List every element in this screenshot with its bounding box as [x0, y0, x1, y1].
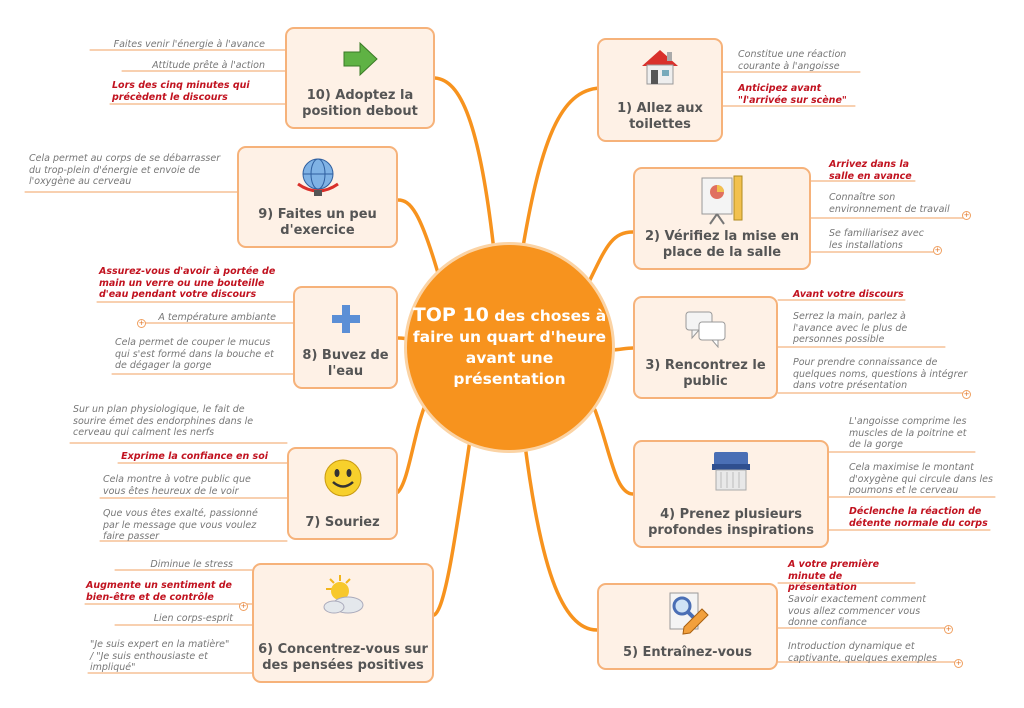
- expand-icon[interactable]: +: [240, 602, 247, 610]
- presentation-board-icon: [696, 174, 748, 226]
- house-icon: [639, 46, 681, 88]
- note-2-3: Se familiarisez avec les installations: [829, 228, 924, 251]
- note-2-2: Connaître son environnement de travail: [829, 192, 950, 215]
- note-1-1: Constitue une réaction courante à l'angoisse: [738, 49, 847, 72]
- central-topic[interactable]: [407, 245, 612, 450]
- note-1-2: Anticipez avant "l'arrivée sur scène": [738, 83, 847, 106]
- topic-9[interactable]: [237, 146, 398, 248]
- topic-10[interactable]: [285, 27, 435, 129]
- note-6-3: Lien corps-esprit: [153, 613, 233, 624]
- note-8-1: Assurez-vous d'avoir à portée de main un verre ou une bouteille d'eau pendant votre discours: [99, 266, 276, 300]
- central-topic-title-big: TOP 10: [412, 304, 489, 326]
- note-5-3: Introduction dynamique et captivante, quelques exemples: [788, 641, 937, 664]
- plus-icon: [329, 302, 363, 336]
- note-3-1: Avant votre discours: [793, 289, 904, 300]
- note-10-3: Lors des cinq minutes qui précèdent le discours: [112, 80, 250, 103]
- note-6-1: Diminue le stress: [150, 559, 233, 570]
- branch-line: [398, 200, 440, 280]
- note-5-1: A votre première minute de présentation: [788, 559, 880, 593]
- note-8-3: Cela permet de couper le mucus qui s'est formé dans la bouche et de dégager la gorge: [115, 337, 274, 371]
- note-7-4: Que vous êtes exalté, passionné par le message que vous voulez faire passer: [103, 508, 258, 542]
- branch-line: [398, 395, 430, 492]
- topic-1[interactable]: [597, 38, 723, 142]
- topic-4[interactable]: [633, 440, 829, 548]
- note-6-4: "Je suis expert en la matière" / "Je suis enthousiaste et impliqué": [90, 639, 230, 673]
- sun-cloud-icon: [318, 573, 368, 617]
- magnifier-pencil-icon: [666, 591, 710, 635]
- branch-line: [525, 445, 597, 630]
- topic-7-title: 7) Souriez: [305, 515, 380, 530]
- topic-6-title: 6) Concentrez-vous sur des pensées positives: [258, 642, 428, 673]
- topic-8-title: 8) Buvez de l'eau: [302, 348, 389, 379]
- note-7-2: Exprime la confiance en soi: [121, 451, 268, 462]
- branch-line: [520, 88, 600, 265]
- note-8-2: A température ambiante: [158, 312, 276, 323]
- note-9-1: Cela permet au corps de se débarrasser du trop-plein d'énergie et envoie de l'oxygène au cerveau: [29, 153, 221, 187]
- expand-icon[interactable]: +: [138, 319, 145, 327]
- expand-icon[interactable]: +: [955, 659, 962, 667]
- branch-line: [585, 232, 633, 290]
- note-6-2: Augmente un sentiment de bien-être et de contrôle: [86, 580, 233, 603]
- note-3-2: Serrez la main, parlez à l'avance avec le plus de personnes possible: [793, 311, 908, 345]
- shredder-icon: [708, 448, 754, 494]
- topic-8[interactable]: [293, 286, 398, 389]
- note-10-2: Attitude prête à l'action: [152, 60, 265, 71]
- central-topic-title-rest: des choses à faire un quart d'heure avant une présentation: [412, 307, 607, 388]
- expand-icon[interactable]: +: [963, 390, 970, 398]
- globe-network-icon: [294, 154, 342, 200]
- topic-5[interactable]: [597, 583, 778, 670]
- note-3-3: Pour prendre connaissance de quelques noms, questions à intégrer dans votre présentation: [793, 357, 968, 391]
- topic-3-title: 3) Rencontrez le public: [645, 358, 766, 389]
- note-5-2: Savoir exactement comment vous allez commencer vous donne confiance: [788, 594, 926, 628]
- note-7-3: Cela montre à votre public que vous êtes heureux de le voir: [103, 474, 251, 497]
- note-4-2: Cela maximise le montant d'oxygène qui circule dans les poumons et le cerveau: [849, 462, 993, 496]
- branch-line: [435, 78, 495, 260]
- branch-line: [610, 348, 633, 350]
- note-4-3: Déclenche la réaction de détente normale du corps: [849, 506, 988, 529]
- note-4-1: L'angoisse comprime les muscles de la poitrine et de la gorge: [849, 416, 967, 450]
- topic-6[interactable]: [252, 563, 434, 683]
- expand-icon[interactable]: +: [963, 211, 970, 219]
- note-2-1: Arrivez dans la salle en avance: [829, 159, 912, 182]
- topic-5-title: 5) Entraînez-vous: [623, 645, 752, 660]
- topic-7[interactable]: [287, 447, 398, 540]
- expand-icon[interactable]: +: [934, 246, 941, 254]
- topic-9-title: 9) Faites un peu d'exercice: [258, 207, 377, 238]
- arrow-right-icon: [340, 41, 380, 77]
- topic-2[interactable]: [633, 167, 811, 270]
- note-10-1: Faites venir l'énergie à l'avance: [113, 39, 265, 50]
- expand-icon[interactable]: +: [945, 625, 952, 633]
- branch-line: [434, 440, 470, 615]
- speech-bubbles-icon: [684, 308, 728, 348]
- note-7-1: Sur un plan physiologique, le fait de sourire émet des endorphines dans le cerveau qui calment les nerfs: [73, 404, 254, 438]
- topic-10-title: 10) Adoptez la position debout: [302, 88, 418, 119]
- smiley-icon: [322, 457, 364, 499]
- topic-1-title: 1) Allez aux toilettes: [617, 101, 703, 132]
- topic-2-title: 2) Vérifiez la mise en place de la salle: [644, 229, 799, 260]
- topic-4-title: 4) Prenez plusieurs profondes inspirations: [648, 507, 814, 538]
- branch-line: [595, 410, 633, 494]
- topic-3[interactable]: [633, 296, 778, 399]
